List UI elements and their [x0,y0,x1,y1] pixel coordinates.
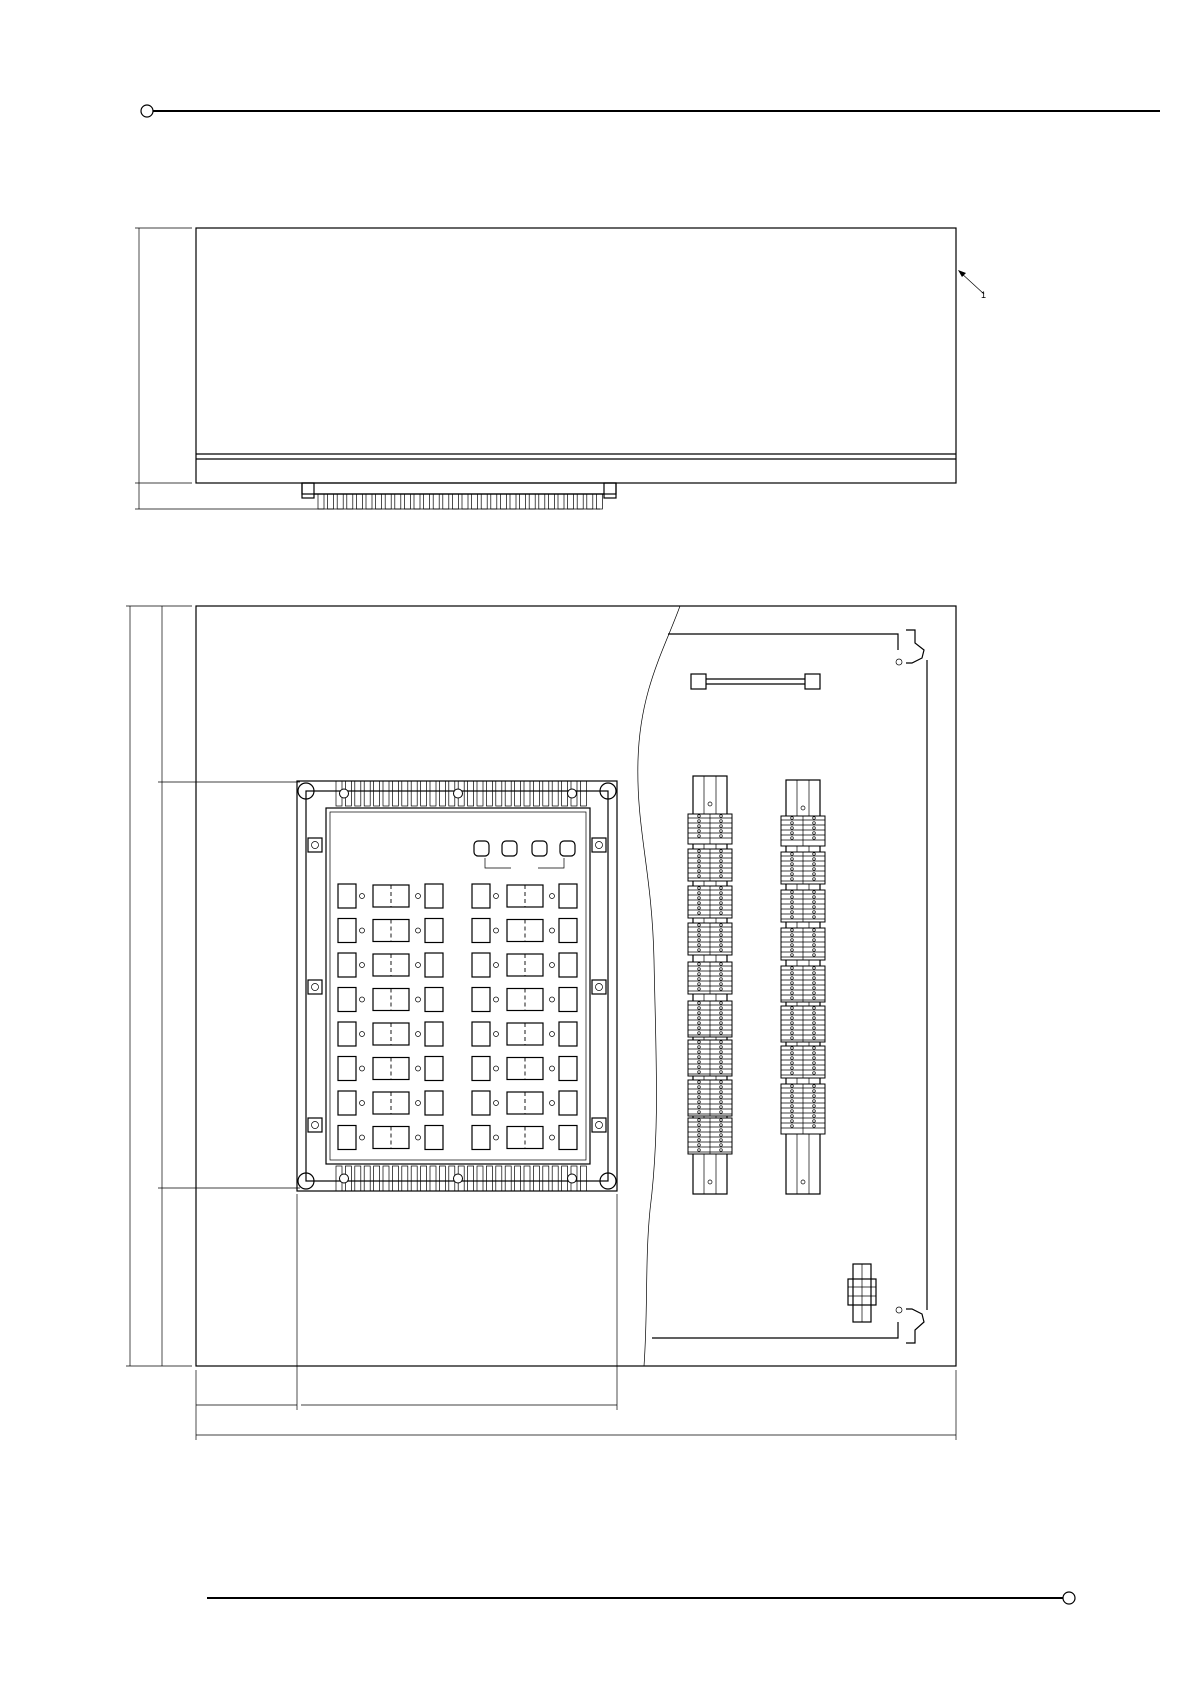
cooling-fin [562,781,568,806]
connector-tooth [433,494,439,509]
pad-via [550,997,555,1002]
connector-tooth [424,494,430,509]
pad-via [360,1101,365,1106]
terminal-pad-right [425,1057,443,1081]
cooling-fin [552,781,558,806]
connector-tooth [472,494,478,509]
pad-via [494,1101,499,1106]
cooling-fin [411,781,417,806]
pad-via [416,894,421,899]
pad-via [360,1032,365,1037]
cooling-fin [496,1166,502,1191]
mount-hole [454,789,463,798]
jumper-link [691,674,820,689]
terminal-pad-right [559,884,577,908]
mount-hole [454,1174,463,1183]
terminal-pad-left [338,1091,356,1115]
terminal-pad-left [472,1057,490,1081]
pad-via [550,894,555,899]
plan-view [126,606,956,1440]
connector-tooth [548,494,554,509]
cooling-fin [411,1166,417,1191]
cooling-fin [383,1166,389,1191]
cooling-fin [552,1166,558,1191]
cooling-fin [439,781,445,806]
connector-tooth [529,494,535,509]
pad-via [360,997,365,1002]
callout-1-label: 1 [981,290,987,300]
pad-via [494,894,499,899]
connector-tooth [481,494,487,509]
cooling-fin [505,781,511,806]
terminal-pad-right [425,919,443,943]
pad-via [494,963,499,968]
pad-via [494,1066,499,1071]
terminal-rail-2 [781,780,825,1194]
cooling-fin [486,1166,492,1191]
mount-hole [340,1174,349,1183]
terminal-pad-left [472,1126,490,1150]
pad-via [416,1032,421,1037]
pad-via [494,1032,499,1037]
cooling-fin [392,781,398,806]
connector-tooth [577,494,583,509]
rail-screw [708,802,712,806]
connector-tooth [596,494,602,509]
mount-hole [568,1174,577,1183]
pad-via [416,1101,421,1106]
pad-via [550,1032,555,1037]
cooling-fin [533,1166,539,1191]
terminal-pad-right [559,1126,577,1150]
connector-tooth [328,494,334,509]
cooling-fin [477,781,483,806]
pad-via [360,1135,365,1140]
terminal-pad-right [559,919,577,943]
cooling-fin [486,781,492,806]
connector-tooth [395,494,401,509]
cooling-fin [505,1166,511,1191]
cooling-fin [468,781,474,806]
pad-via [360,928,365,933]
cooling-fin [439,1166,445,1191]
pad-via [416,928,421,933]
terminal-pad-left [338,1022,356,1046]
cooling-fin [430,781,436,806]
main-module [297,781,617,1191]
pad-via [494,1135,499,1140]
connector-tooth [510,494,516,509]
pad-via [550,928,555,933]
cooling-fin [580,1166,586,1191]
cooling-fin [383,781,389,806]
pad-via [416,997,421,1002]
pad-via [416,963,421,968]
connector-tooth [500,494,506,509]
terminal-pad-right [425,953,443,977]
pad-via [416,1135,421,1140]
rail-screw [801,1180,805,1184]
rail-screw [708,1180,712,1184]
side-bosses [308,838,606,1132]
top-rule [141,105,1160,117]
side-view [135,228,986,509]
connector-tooth [568,494,574,509]
cooling-fin [421,1166,427,1191]
terminal-pad-left [472,1091,490,1115]
cooling-fin [364,781,370,806]
cooling-fin [374,1166,380,1191]
pad-via [360,894,365,899]
connector-tooth [452,494,458,509]
cooling-fin [402,1166,408,1191]
cooling-fin [524,1166,530,1191]
bottom-rule [207,1592,1075,1604]
terminal-pad-right [425,1091,443,1115]
cooling-fin [524,781,530,806]
connector-tooth [443,494,449,509]
terminal-pad-right [425,1126,443,1150]
terminal-pad-right [425,1022,443,1046]
pad-via [550,1066,555,1071]
connector-tooth [404,494,410,509]
terminal-pad-right [425,884,443,908]
cooling-fin [515,781,521,806]
pad-via [550,963,555,968]
connector-tooth [520,494,526,509]
cooling-fin [533,781,539,806]
connector-tooth [376,494,382,509]
terminal-pad-left [472,988,490,1012]
cooling-fin [543,781,549,806]
connector-tooth [318,494,324,509]
terminal-pad-right [559,1022,577,1046]
pad-via [494,928,499,933]
cooling-fin [430,1166,436,1191]
corner-bosses [298,783,616,1189]
cooling-fin [543,1166,549,1191]
terminal-pad-left [338,988,356,1012]
terminal-pad-left [338,953,356,977]
terminal-pad-left [472,953,490,977]
cooling-fin [515,1166,521,1191]
connector-tooth [587,494,593,509]
mount-hole [568,789,577,798]
connector-tooth [558,494,564,509]
terminal-pad-left [472,884,490,908]
terminal-pad-left [338,1057,356,1081]
pad-via [416,1066,421,1071]
connector-tooth [337,494,343,509]
break-line [638,606,680,1366]
terminal-rail-1 [688,776,732,1194]
connector-tooth [385,494,391,509]
connector-tooth [539,494,545,509]
cooling-fin [496,781,502,806]
terminal-pad-left [472,919,490,943]
cooling-fin [392,1166,398,1191]
side-connector [302,483,616,509]
connector-tooth [462,494,468,509]
rail-screw [801,806,805,810]
connector-tooth [347,494,353,509]
connector-tooth [414,494,420,509]
terminal-pad-left [338,1126,356,1150]
terminal-pad-right [559,988,577,1012]
mount-hole [340,789,349,798]
pad-via [360,963,365,968]
connector-tooth [356,494,362,509]
terminal-pad-left [472,1022,490,1046]
connector-tooth [366,494,372,509]
side-dimensions [135,228,600,509]
terminal-pad-left [338,919,356,943]
terminal-pad-left [338,884,356,908]
cooling-fin [477,1166,483,1191]
terminal-pad-right [559,953,577,977]
cooling-fin [402,781,408,806]
pad-via [550,1101,555,1106]
pad-via [550,1135,555,1140]
cooling-fin [374,781,380,806]
pad-via [360,1066,365,1071]
callout-1 [958,270,986,300]
connector-tooth [491,494,497,509]
led-group [474,841,575,868]
cooling-fin [355,781,361,806]
terminal-pad-right [425,988,443,1012]
cooling-fin [364,1166,370,1191]
small-terminal-block [848,1264,876,1322]
cooling-fin [468,1166,474,1191]
cooling-fin [580,781,586,806]
pad-via [494,997,499,1002]
cooling-fin [355,1166,361,1191]
cooling-fin [421,781,427,806]
cooling-fin [562,1166,568,1191]
terminal-pad-right [559,1057,577,1081]
terminal-pad-right [559,1091,577,1115]
